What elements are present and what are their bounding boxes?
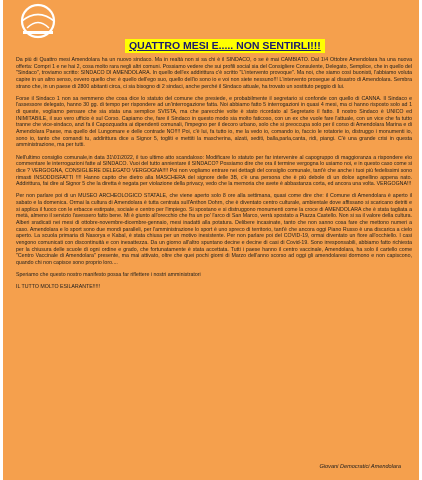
paragraph: Nell'ultimo consiglio comunale,in data 31\01\2022, il tuo ultimo atto scandaloso: Modificare lo statuto per far intervenire al capogruppo di maggioranza a rispondere e\o commentare le interrogazioni fatte al SINDACO. Vuoi del tutto annientare il SINDACO? Possiamo dire che ora il termine vergogna lo usiamo noi, e in questo caso come si dice ? VERGOGNA, CONSIGLIERE DELEGATO VERGOGNA!!!! Poi non vogliamo entrare nei dettagli del consiglio comunale, tant'è che anche i tuoi più fedelissimi sono rimasti INSODDISFATTI !!!! Hanno capito che dietro alla MASCHERA del signore delle 3B, c'è una persona che è più debole di un dolce agnellino appena nato. Addirittura, fai dire al Signor 5 che la diretta è negata per violazione della privacy, vedo che la memoria che avete è abbastanza corta, ed ancora una volta. VERGOGNA!!! (16, 154, 412, 188)
closing-line: Speriamo che questo nostro manifesto possa far riflettere i nostri amministratori (16, 272, 201, 279)
closing-exclamation: IL TUTTO MOLTO ESILARANTE!!!!! (16, 284, 101, 291)
party-logo (9, 2, 67, 40)
paragraph: Da più di Quattro mesi Amendolara ha un nuovo sindaco. Ma in realtà non si sa chi è il SINDACO, o se è mai CAMBIATO. Dal 1\4 Ottobre Amendolara ha una nuova offerta: Compri 1 e ne hai 2, cosa molto rara negli altri comuni. Possiamo vedere che sui profili social sia del Consigliere Consulente, Delegato, Semplice, che in quello del "Sindaco", troviamo scritto: SINDACO DI AMENDOLARA. In quello dell'ex addirittura c'è scritto "L'intervento provoque". Ma noi, che siamo così buonisti, l'abbiamo voluta capire in un altro senso, ovvero quello che: è quello dell'ego suo, quello dell'io sono io e voi non siete nessuno!!! L'intervento prosegue al disastro di Amendolara. Sembra strano che, in un paese di 2800 abitanti circa, ci sia bisogno di 2 sindaci, anche perché il Sindaco attuale, ha trovato un sostituto peggio di lui. (16, 57, 412, 90)
poster (3, 0, 419, 480)
signature: Giovani Democratici Amendolara (319, 464, 401, 470)
headline: QUATTRO MESI E..... NON SENTIRLI!!! (125, 39, 325, 53)
manifesto-body (16, 57, 412, 296)
paragraph: Per non parlare poi di un MUSEO ARCHEOLOGICO STATALE, che viene aperto solo 8 ore alla settimana, quasi come dire che: il Comune di Amendolara è aperto il sabato e la domenica. Ormai la cultura di Amendolara è tutta centrata sull'Anthon Dohrn, che è diventato centro culturale, ambientale dove affissano si scaricano detriti e si applica il fuoco con le erbacce estirpate, sociale e centro per l'impiego. Si spostano e si distruggono monumenti come la croce di AMENDOLARA che è stata tagliata a metà, almeno il servizio l'avessero fatto bene. Mi è giunto all'orecchio che fra un po' l'arco di San Marco, verrà spostato a Piazza Castello. Non si sa il valore della cultura. Alberi sradicati nei mesi di ottobre-novembre-dicembre-gennaio, mesi inadatti alla potatura. Delibere incasinate, tanto che non sanno cosa fare che mettono numeri a caso. Amendolara e lo sport sono due mondi paralleli, per l'amministrazione lo sport è uno spreco di territorio, tant'è che ancora oggi Piano Russo è una discarica a cielo aperto. La scuola primaria di Nasorya e Kabal, è stata chiusa per un motivo inesistente. Per non parlare poi del COVID-19, ormai diventato un fiore all'occhiello. I casi vengono comunicati con discontinuità e con inesattezza. Da un giorno all'altro spuntano decine e decine di casi di Covid-19. Sono irresponsabili, abbiamo fatto richiesta per la chiusura delle scuole di ogni ordine e grado, che fortunatamente è stata accettata. Tutti i paese hanno il centro vaccinale, Amendolara, ha solo il cartello come "Centro Vaccinale di Amendolara" presente, ma mai attivato, oltre che quei pochi giorni di Marzo dell'anno scorso ad oggi gli amendolaresi dormono e non capiscono, quando chi non capisce sono proprio loro.... (16, 193, 412, 266)
paragraph: Forse il Sindaco 1 non sa nemmeno che cosa dice lo statuto del comune che presiede, e probabilmente il segretario si confonde con quello di CANNA. Il Sindaco e l'assessore delegato, hanno 30 gg. di tempo per rispondere ad un'interrogazione fatta. Noi abbiamo fatto 5 interrogazioni in quasi 4 mesi, ma ci hanno risposto solo ad 1 di queste, vogliamo pensare che sia stata una semplice SVISTA, ma che parecchie volte è stato ricordato al Segretario il fatto. Il nostro Sindaco è UNICO ed INIMITABILE, il suo vero ufficio è sul Corso. Capiamo che, fare il Sindaco in questo modo sia molto faticoso, con un ex che vuole fare l'attuale, con un vice che fa tutto tranne che vice-sindaco, anzi fa il Capozquadra ai dipendenti comunali, l'impegno per il decoro urbano, solo che si preoccupa solo per il corso di Amendolara Marina e di Amendolara Paese, ma quello del Lungomare e delle contrade NO!!!! Poi, c'è lui, fa tutto io, me la vedo io, comando io, faccio le rotatorie io, distruggo i monumenti io, sono io, tanto che comandi tu, addirittura dice a Signor 5, togliti e mettiti la mascherina, alzati, sediti, balla,parla,canta, ridi, piangi. C'è una grande crisi in questa amministrazione, ma per tutti. (16, 95, 412, 149)
